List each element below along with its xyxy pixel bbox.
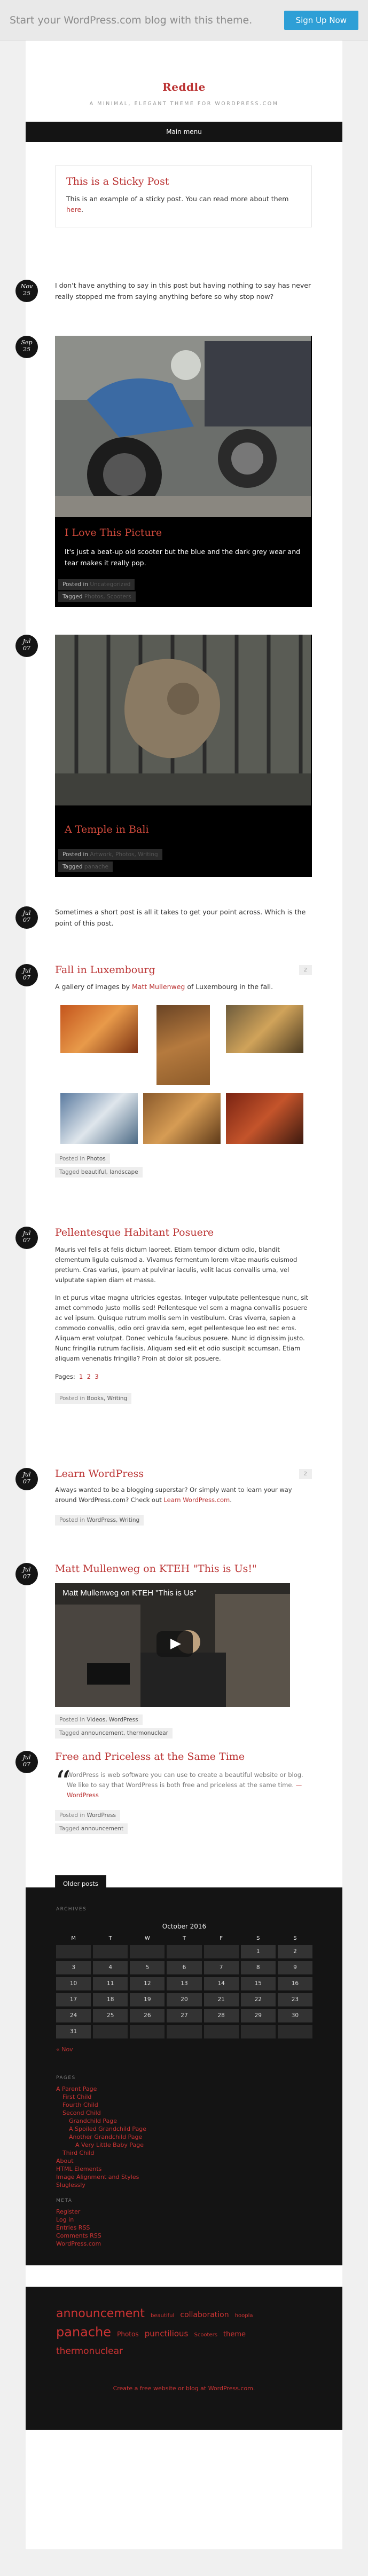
calendar-day xyxy=(167,1945,201,1958)
tag-cloud xyxy=(56,2306,312,2359)
page-item xyxy=(56,2165,146,2173)
post xyxy=(22,964,312,1179)
post-text: Sometimes a short post is all it takes to get your point across. Which is the point of this post. xyxy=(55,908,306,927)
gallery xyxy=(55,1000,312,1139)
post-text: A gallery of images by Matt Mullenweg of Luxembourg in the fall. xyxy=(55,983,273,991)
categories: Posted in WordPress, Writing xyxy=(55,1515,144,1526)
post xyxy=(22,1227,312,1405)
tags: Tagged announcement, thermonuclear xyxy=(55,1728,173,1739)
post xyxy=(22,635,312,877)
calendar-day[interactable]: 16 xyxy=(278,1977,312,1990)
page-link[interactable]: Grandchild Page xyxy=(69,2117,117,2124)
post-title-link[interactable]: Matt Mullenweg on KTEH "This is Us!" xyxy=(55,1563,257,1575)
tag-link[interactable]: punctilious xyxy=(144,2329,189,2338)
image-card xyxy=(55,336,312,576)
date-badge[interactable]: Jul 07 xyxy=(15,1751,38,1773)
date-badge[interactable]: Nov 25 xyxy=(15,280,38,302)
meta-item xyxy=(56,2208,101,2216)
categories: Posted in Photos xyxy=(55,1153,110,1164)
main-menu[interactable]: Main menu xyxy=(26,122,342,142)
tag-link[interactable]: beautiful, landscape xyxy=(81,1169,138,1175)
tag-link[interactable]: thermonuclear xyxy=(56,2346,123,2357)
comment-count[interactable]: 2 xyxy=(299,1469,312,1479)
weekday-label: M xyxy=(71,1935,76,1941)
post-text: It's just a beat-up old scooter but the blue and the dark grey wear and tear makes it really pop. xyxy=(65,548,301,567)
calendar-day xyxy=(278,2025,312,2038)
tag-link[interactable]: Photos, Scooters xyxy=(84,594,131,600)
calendar-day[interactable]: 22 xyxy=(241,1993,276,2006)
gallery-image[interactable] xyxy=(226,1005,303,1053)
categories: Posted in Books, Writing xyxy=(55,1393,131,1404)
calendar-day[interactable]: 15 xyxy=(241,1977,276,1990)
calendar-day[interactable]: 24 xyxy=(56,2009,91,2022)
post-meta xyxy=(55,1152,312,1179)
calendar-day[interactable]: 23 xyxy=(278,1993,312,2006)
page-link[interactable]: Image Alignment and Styles xyxy=(56,2174,139,2180)
calendar-day[interactable]: 30 xyxy=(278,2009,312,2022)
older-posts-button[interactable]: Older posts xyxy=(55,1875,106,1892)
comment-count[interactable]: 2 xyxy=(299,965,312,975)
archives-title: ARCHIVES xyxy=(56,1907,87,1912)
page-links: Pages: 1 2 3 xyxy=(55,1373,99,1380)
calendar-day[interactable]: 29 xyxy=(241,2009,276,2022)
weekday-label: S xyxy=(293,1935,297,1941)
weekday-label: T xyxy=(108,1935,112,1941)
gallery-image[interactable] xyxy=(143,1093,221,1144)
category-link[interactable]: Artwork, Photos, Writing xyxy=(90,851,158,858)
calendar-day xyxy=(93,2025,128,2038)
date-badge[interactable]: Jul 07 xyxy=(15,635,38,657)
post-text: I don't have anything to say in this post but having nothing to say has never really stopped me from saying anything before so why stop now? xyxy=(55,281,311,301)
weekday-label: W xyxy=(144,1935,150,1941)
video-title[interactable]: Matt Mullenweg on KTEH "This is Us" xyxy=(62,1589,197,1598)
page-item xyxy=(56,2117,146,2125)
post xyxy=(20,280,312,302)
page-link[interactable]: Second Child xyxy=(62,2109,101,2116)
page-link[interactable]: 2 xyxy=(87,1373,91,1380)
meta-item xyxy=(56,2232,101,2240)
calendar-day[interactable]: 25 xyxy=(93,2009,128,2022)
calendar-day[interactable]: 27 xyxy=(167,2009,201,2022)
post-text: In et purus vitae magna ultricies egestas. Integer vulputate pellentesque nunc, sit amet commodo justo mollis sed! Pellentesque vel sem a magna convallis posuere ac vel ipsum. Quisque rutrum mollis sem in vestibulum. Cras viverra, sapien a commodo convallis, odio orci gravida sem, eget pellentesque leo est nec eros. Aliquam erat volutpat. Donec vehicula faucibus posuere. Nunc id dignissim justo. Nunc fringilla rutrum facilisis. Aliquam sed elit et odio suscipit accumsan. Etiam aliquam venenatis fringilla? Proin at dolor sit posuere. xyxy=(55,1294,309,1362)
calendar-prev-link[interactable]: « Nov xyxy=(56,2046,73,2053)
play-icon[interactable] xyxy=(156,1631,193,1657)
date-badge[interactable]: Jul 07 xyxy=(15,906,38,929)
tag-link[interactable]: beautiful xyxy=(150,2313,175,2319)
post-meta xyxy=(55,1392,312,1405)
date-badge[interactable]: Jul 07 xyxy=(15,1563,38,1585)
page-item xyxy=(56,2173,146,2181)
page-item xyxy=(56,2093,146,2101)
meta-item xyxy=(56,2224,101,2232)
page-item xyxy=(56,2109,146,2117)
pages-list xyxy=(56,2085,146,2189)
page-link[interactable]: A Parent Page xyxy=(56,2085,97,2092)
page-link[interactable]: First Child xyxy=(62,2093,92,2100)
quote-icon: “ xyxy=(55,1764,71,1800)
weekday-label: S xyxy=(256,1935,260,1941)
page-link[interactable]: About xyxy=(56,2158,74,2164)
tag-link[interactable]: Photos xyxy=(117,2330,139,2338)
post-title[interactable] xyxy=(55,1468,312,1480)
meta-link[interactable]: Log in xyxy=(56,2216,74,2223)
calendar-day[interactable]: 10 xyxy=(56,1977,91,1990)
category-link[interactable]: Videos, WordPress xyxy=(87,1717,138,1723)
calendar-day[interactable]: 26 xyxy=(130,2009,165,2022)
video-player[interactable] xyxy=(55,1583,290,1707)
post-title-link[interactable]: A Temple in Bali xyxy=(65,824,149,835)
calendar-header xyxy=(56,1935,312,1945)
page xyxy=(20,41,342,2549)
calendar-day[interactable]: 19 xyxy=(130,1993,165,2006)
date-badge[interactable]: Jul 07 xyxy=(15,1468,38,1490)
post xyxy=(21,336,312,607)
tag-link[interactable]: panache xyxy=(84,864,108,870)
calendar-day xyxy=(93,1945,128,1958)
page-link[interactable]: HTML Elements xyxy=(56,2166,102,2172)
calendar-day[interactable]: 3 xyxy=(56,1961,91,1974)
gallery-image[interactable] xyxy=(226,1093,303,1144)
page-item xyxy=(56,2133,146,2141)
post-title[interactable] xyxy=(65,824,302,835)
learn-wordpress-link[interactable]: Learn WordPress.com xyxy=(163,1496,230,1504)
calendar-day xyxy=(130,2025,165,2038)
calendar-day[interactable]: 18 xyxy=(93,1993,128,2006)
calendar-grid xyxy=(56,1945,312,2038)
calendar-day[interactable]: 1 xyxy=(241,1945,276,1958)
footer-widgets xyxy=(26,1887,342,2430)
sticky-post xyxy=(55,165,312,227)
post-title-link[interactable]: Free and Priceless at the Same Time xyxy=(55,1751,245,1763)
page-link[interactable]: A Spoiled Grandchild Page xyxy=(69,2125,147,2132)
page-item xyxy=(56,2101,146,2109)
meta-item xyxy=(56,2240,101,2248)
post-text: Mauris vel felis at felis dictum laoreet. Etiam tempor dictum odio, blandit elementum ligula euismod a. Vivamus fermentum lorem vitae mauris euismod pretium. Cras varius, ipsum at pulvinar iaculis, velit lacus convallis urna, vel vulputate sapien diam et massa. xyxy=(55,1246,297,1284)
date-badge[interactable]: Sep 25 xyxy=(15,336,38,358)
calendar-day xyxy=(167,2025,201,2038)
calendar-day[interactable]: 21 xyxy=(204,1993,239,2006)
image-card xyxy=(55,635,312,846)
post-title-link[interactable]: Fall in Luxembourg xyxy=(55,964,155,976)
meta-item xyxy=(56,2216,101,2224)
tag-link[interactable]: announcement xyxy=(81,1826,124,1832)
page-item xyxy=(56,2181,146,2189)
post-meta xyxy=(55,846,312,877)
weekday-label: F xyxy=(220,1935,223,1941)
temple-photo[interactable] xyxy=(55,635,311,805)
calendar-day xyxy=(241,2025,276,2038)
tag-link[interactable]: announcement, thermonuclear xyxy=(81,1730,168,1736)
calendar-day[interactable]: 17 xyxy=(56,1993,91,2006)
calendar-day[interactable]: 7 xyxy=(204,1961,239,1974)
tag-link[interactable]: announcement xyxy=(56,2307,145,2320)
post-meta xyxy=(55,1713,312,1740)
category-link[interactable]: WordPress xyxy=(87,1812,116,1819)
site-description: A MINIMAL, ELEGANT THEME FOR WORDPRESS.COM xyxy=(89,101,279,107)
pages-title: PAGES xyxy=(56,2075,76,2081)
post-meta xyxy=(55,1809,312,1836)
page-item xyxy=(56,2085,146,2093)
categories: Posted in Videos, WordPress xyxy=(55,1714,143,1725)
categories: Posted in Uncategorized xyxy=(58,579,135,590)
author-link[interactable]: Matt Mullenweg xyxy=(132,983,185,991)
page-item xyxy=(56,2141,146,2149)
quote-attribution[interactable]: — WordPress xyxy=(67,1781,302,1799)
page-link[interactable]: A Very Little Baby Page xyxy=(75,2142,144,2148)
meta-title: META xyxy=(56,2198,73,2203)
gallery-image[interactable] xyxy=(60,1093,138,1144)
calendar-day[interactable]: 9 xyxy=(278,1961,312,1974)
calendar xyxy=(56,1923,312,2053)
post-text: Always wanted to be a blogging superstar? Or simply want to learn your way around WordPress.com? Check out Learn WordPress.com. xyxy=(55,1486,292,1504)
meta-list xyxy=(56,2208,101,2248)
tag-link[interactable]: collaboration xyxy=(180,2311,229,2319)
calendar-day[interactable]: 14 xyxy=(204,1977,239,1990)
page-link[interactable]: Third Child xyxy=(62,2150,95,2156)
page-link[interactable]: 3 xyxy=(95,1373,99,1380)
site-title-link[interactable]: Reddle xyxy=(162,81,206,93)
date-badge[interactable]: Jul 07 xyxy=(15,964,38,986)
category-link[interactable]: WordPress, Writing xyxy=(87,1517,140,1523)
post-title-link[interactable]: I Love This Picture xyxy=(65,527,162,539)
divider xyxy=(26,2265,342,2287)
meta-link[interactable]: Register xyxy=(56,2208,81,2215)
post xyxy=(22,1563,312,1740)
post-title-link[interactable]: Pellentesque Habitant Posuere xyxy=(55,1227,214,1238)
gallery-image[interactable] xyxy=(60,1005,138,1053)
page-item xyxy=(56,2125,146,2133)
meta-link[interactable]: WordPress.com xyxy=(56,2240,101,2247)
meta-link[interactable]: Entries RSS xyxy=(56,2224,90,2231)
site-title[interactable] xyxy=(26,81,342,93)
calendar-day xyxy=(130,1945,165,1958)
post-text: This is an example of a sticky post. You can read more about them here. xyxy=(66,195,289,214)
post xyxy=(22,1468,312,1527)
tags: Tagged Photos, Scooters xyxy=(58,591,136,602)
tags: Tagged panache xyxy=(58,862,113,872)
post xyxy=(22,1751,312,1836)
calendar-day[interactable]: 12 xyxy=(130,1977,165,1990)
page-item xyxy=(56,2157,146,2165)
sign-up-button[interactable]: Sign Up Now xyxy=(284,11,358,30)
meta-link[interactable]: Comments RSS xyxy=(56,2232,101,2239)
category-link[interactable]: Books, Writing xyxy=(87,1395,128,1402)
post-meta xyxy=(55,576,312,607)
top-bar-text: Start your WordPress.com blog with this theme. xyxy=(10,14,253,26)
categories: Posted in WordPress xyxy=(55,1810,120,1821)
tag-link[interactable]: hoopla xyxy=(234,2313,253,2319)
tags: Tagged beautiful, landscape xyxy=(55,1167,143,1178)
calendar-day[interactable]: 2 xyxy=(278,1945,312,1958)
quote-text: WordPress is web software you can use to create a beautiful website or blog. We like to say that WordPress is both free and priceless at the same time. — WordPress xyxy=(67,1771,303,1799)
calendar-day[interactable]: 4 xyxy=(93,1961,128,1974)
site-credit[interactable]: Create a free website or blog at WordPress.com. xyxy=(113,2385,255,2392)
calendar-day[interactable]: 13 xyxy=(167,1977,201,1990)
gallery-image[interactable] xyxy=(156,1005,210,1085)
scooter-photo[interactable] xyxy=(55,336,311,517)
calendar-day xyxy=(204,2025,239,2038)
page-link[interactable]: Fourth Child xyxy=(62,2101,98,2108)
tag-link[interactable]: Scooters xyxy=(194,2332,217,2338)
category-link[interactable]: Photos xyxy=(87,1156,106,1162)
calendar-day[interactable]: 5 xyxy=(130,1961,165,1974)
page-link[interactable]: Sluglessly xyxy=(56,2182,85,2188)
category-link[interactable]: Uncategorized xyxy=(90,581,131,588)
post-title[interactable] xyxy=(55,1751,312,1763)
weekday-label: T xyxy=(182,1935,186,1941)
date-badge[interactable]: Jul 07 xyxy=(15,1227,38,1249)
post-title[interactable] xyxy=(66,176,301,187)
calendar-day[interactable]: 11 xyxy=(93,1977,128,1990)
calendar-day[interactable]: 8 xyxy=(241,1961,276,1974)
calendar-day xyxy=(56,1945,91,1958)
post-title-link[interactable]: This is a Sticky Post xyxy=(66,176,169,187)
calendar-day xyxy=(204,1945,239,1958)
tag-link[interactable]: panache xyxy=(56,2325,112,2340)
post xyxy=(22,906,312,929)
here-link[interactable]: here xyxy=(66,206,82,214)
page-link[interactable]: 1 xyxy=(79,1373,83,1380)
calendar-day[interactable]: 28 xyxy=(204,2009,239,2022)
categories: Posted in Artwork, Photos, Writing xyxy=(58,849,162,860)
post-title-link[interactable]: Learn WordPress xyxy=(55,1468,144,1480)
post-title[interactable] xyxy=(65,527,302,539)
tag-link[interactable]: theme xyxy=(223,2330,246,2338)
post-title[interactable] xyxy=(55,1563,312,1575)
post-meta xyxy=(55,1514,312,1527)
calendar-day[interactable]: 6 xyxy=(167,1961,201,1974)
calendar-day[interactable]: 20 xyxy=(167,1993,201,2006)
page-item xyxy=(56,2149,146,2157)
post-title[interactable] xyxy=(55,964,312,976)
page-link[interactable]: Another Grandchild Page xyxy=(69,2134,143,2140)
post-title[interactable] xyxy=(55,1227,312,1238)
tags: Tagged announcement xyxy=(55,1823,128,1834)
calendar-caption: October 2016 xyxy=(162,1923,207,1930)
top-bar xyxy=(0,0,368,41)
calendar-day[interactable]: 31 xyxy=(56,2025,91,2038)
